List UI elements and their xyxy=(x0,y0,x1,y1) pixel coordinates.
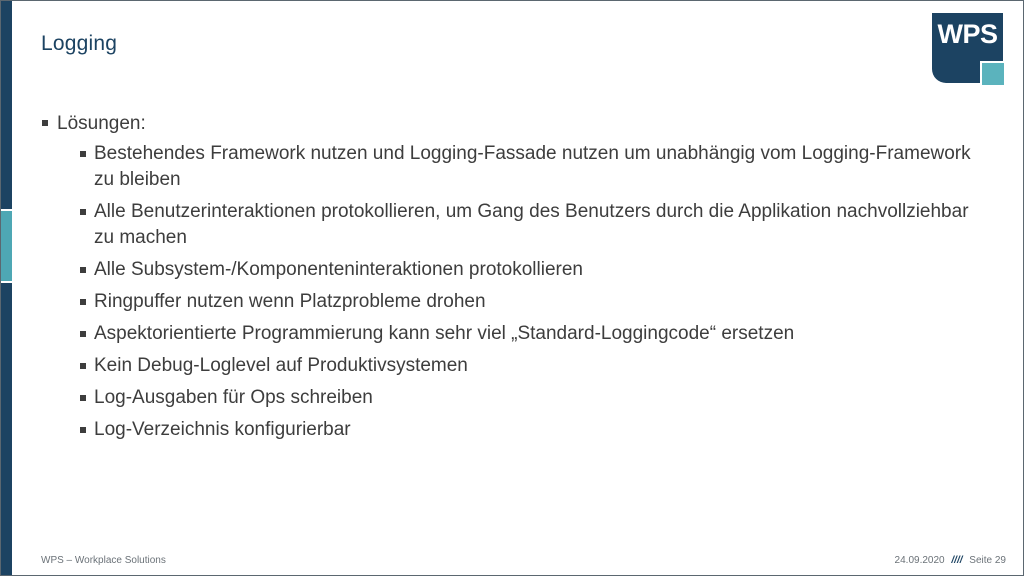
square-bullet-icon xyxy=(80,299,86,305)
list-item xyxy=(41,385,979,411)
sub-bullet-list xyxy=(41,141,981,443)
list-item xyxy=(41,141,979,193)
square-bullet-icon xyxy=(80,427,86,433)
footer-date: 24.09.2020 xyxy=(894,555,945,566)
square-bullet-icon xyxy=(80,209,86,215)
logo-text: WPS xyxy=(937,19,998,49)
list-item-text: Aspektorientierte Programmierung kann sehr viel „Standard-Loggingcode“ ersetzen xyxy=(94,323,795,344)
footer-separator: //// xyxy=(951,555,963,566)
left-sidebar-bar xyxy=(1,1,12,575)
list-item-text: Log-Verzeichnis konfigurierbar xyxy=(94,419,351,440)
footer-company: WPS – Workplace Solutions xyxy=(41,555,166,566)
list-item-text: Log-Ausgaben für Ops schreiben xyxy=(94,387,373,408)
list-item xyxy=(41,353,979,379)
list-item xyxy=(41,417,979,443)
list-item-text: Ringpuffer nutzen wenn Platzprobleme drohen xyxy=(94,291,486,312)
list-item xyxy=(41,321,979,347)
main-bullet-text: Lösungen: xyxy=(57,113,146,134)
list-item xyxy=(41,289,979,315)
square-bullet-icon xyxy=(42,120,48,126)
footer-page-number: Seite 29 xyxy=(969,555,1006,566)
footer-meta xyxy=(895,555,1006,566)
list-item-text: Alle Subsystem-/Komponenteninteraktionen protokollieren xyxy=(94,259,583,280)
square-bullet-icon xyxy=(80,395,86,401)
list-item-text: Kein Debug-Loglevel auf Produktivsystemen xyxy=(94,355,468,376)
square-bullet-icon xyxy=(80,363,86,369)
list-item xyxy=(41,199,979,251)
slide-content xyxy=(41,111,981,449)
list-item-text: Bestehendes Framework nutzen und Logging-Fassade nutzen um unabhängig vom Logging-Framework zu bleiben xyxy=(94,143,971,190)
square-bullet-icon xyxy=(80,267,86,273)
square-bullet-icon xyxy=(80,151,86,157)
slide-title: Logging xyxy=(41,32,118,55)
square-bullet-icon xyxy=(80,331,86,337)
left-accent-marker xyxy=(1,211,12,281)
main-bullet xyxy=(41,111,981,137)
list-item-text: Alle Benutzerinteraktionen protokollieren, um Gang des Benutzers durch die Applikation nachvollziehbar zu machen xyxy=(94,201,969,248)
logo-accent-square xyxy=(980,61,1004,85)
wps-logo xyxy=(932,13,1003,83)
list-item xyxy=(41,257,979,283)
